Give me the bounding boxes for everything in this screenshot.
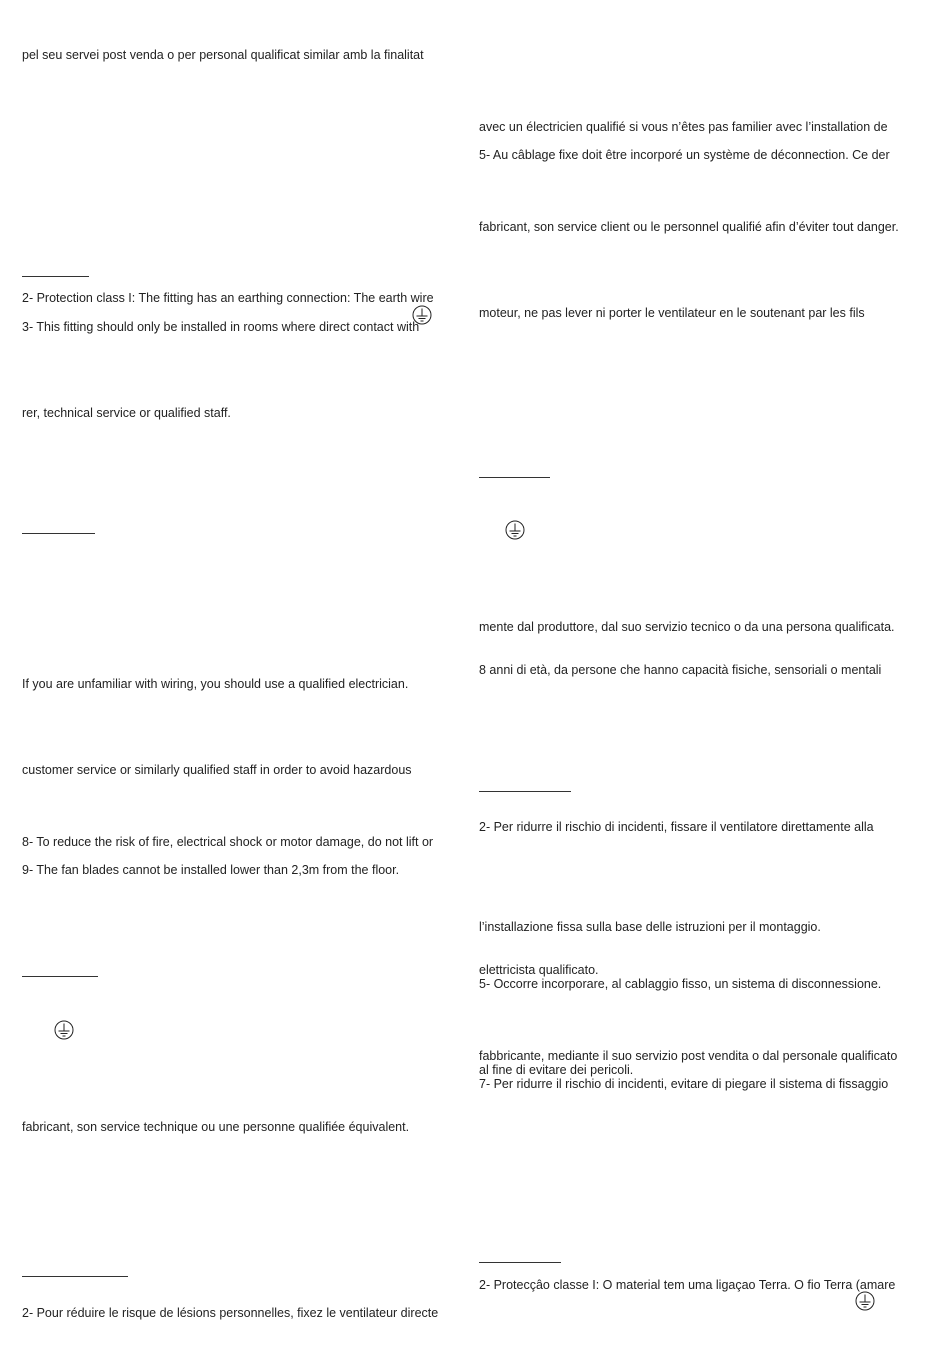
text-line: 5- Au câblage fixe doit être incorporé un système de déconnection. Ce der bbox=[479, 148, 890, 162]
text-line: 5- Occorre incorporare, al cablaggio fisso, un sistema di disconnessione. bbox=[479, 977, 882, 991]
text-line: 2- Pour réduire le risque de lésions personnelles, fixez le ventilateur directe bbox=[22, 1306, 439, 1320]
text-line: If you are unfamiliar with wiring, you should use a qualified electrician. bbox=[22, 677, 409, 691]
text-line: al fine di evitare dei pericoli. bbox=[479, 1063, 634, 1077]
section-rule bbox=[22, 976, 98, 977]
section-rule bbox=[22, 533, 95, 534]
section-rule bbox=[479, 791, 571, 792]
earth-ground-icon bbox=[412, 305, 432, 325]
earth-ground-icon bbox=[505, 520, 525, 540]
text-line: 3- This fitting should only be installed in rooms where direct contact with bbox=[22, 320, 420, 334]
text-line: l’installazione fissa sulla base delle istruzioni per il montaggio. bbox=[479, 920, 821, 934]
text-line: 2- Protecçâo classe I: O material tem uma ligaçao Terra. O fio Terra (amare bbox=[479, 1278, 896, 1292]
text-line: mente dal produttore, dal suo servizio tecnico o da una persona qualificata. bbox=[479, 620, 895, 634]
earth-ground-icon bbox=[54, 1020, 74, 1040]
text-line: 8 anni di età, da persone che hanno capacità fisiche, sensoriali o mentali bbox=[479, 663, 882, 677]
text-line: fabricant, son service client ou le personnel qualifié afin d’éviter tout danger. bbox=[479, 220, 899, 234]
text-line: elettricista qualificato. bbox=[479, 963, 599, 977]
section-rule bbox=[22, 1276, 128, 1277]
text-line: 7- Per ridurre il rischio di incidenti, evitare di piegare il sistema di fissaggio bbox=[479, 1077, 889, 1091]
text-line: fabricant, son service technique ou une personne qualifiée équivalent. bbox=[22, 1120, 410, 1134]
text-line: pel seu servei post venda o per personal qualificat similar amb la finalitat bbox=[22, 48, 424, 62]
section-rule bbox=[479, 1262, 561, 1263]
earth-ground-icon bbox=[855, 1291, 875, 1311]
section-rule bbox=[22, 276, 89, 277]
text-line: rer, technical service or qualified staff. bbox=[22, 406, 231, 420]
text-line: 2- Protection class I: The fitting has an earthing connection: The earth wire bbox=[22, 291, 434, 305]
text-line: customer service or similarly qualified staff in order to avoid hazardous bbox=[22, 763, 412, 777]
text-line: avec un électricien qualifié si vous n’êtes pas familier avec l’installation de bbox=[479, 120, 888, 134]
section-rule bbox=[479, 477, 550, 478]
text-line: fabbricante, mediante il suo servizio post vendita o dal personale qualificato bbox=[479, 1049, 898, 1063]
text-line: moteur, ne pas lever ni porter le ventilateur en le soutenant par les fils bbox=[479, 306, 865, 320]
text-line: 8- To reduce the risk of fire, electrical shock or motor damage, do not lift or bbox=[22, 835, 434, 849]
text-line: 2- Per ridurre il rischio di incidenti, fissare il ventilatore direttamente alla bbox=[479, 820, 874, 834]
text-line: 9- The fan blades cannot be installed lower than 2,3m from the floor. bbox=[22, 863, 400, 877]
